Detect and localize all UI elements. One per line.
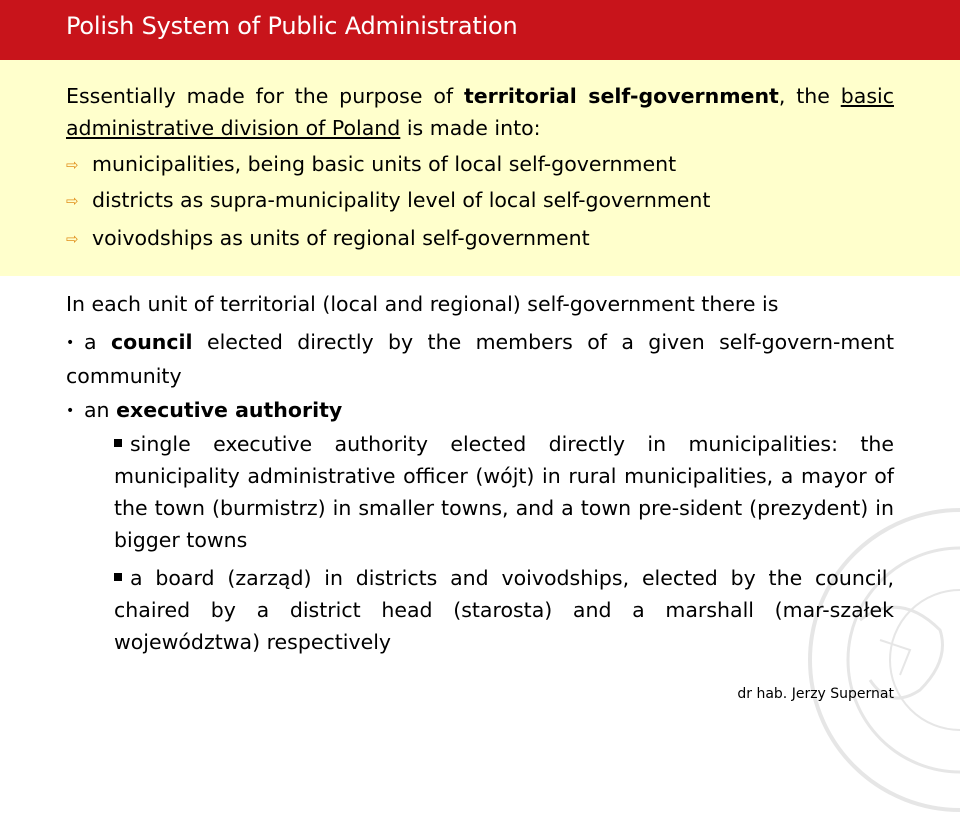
council-emphasis: council [110, 330, 193, 354]
sub-item-text: a board (zarząd) in districts and voivodships, elected by the council, chaired by a district head (starosta) and a marshall (mar-szałek województwa) respectively [114, 566, 894, 654]
division-text: voivodships as units of regional self-government [92, 226, 590, 250]
body-lead [66, 288, 894, 320]
sub-item-text: single executive authority elected directly in municipalities: the municipality administrative officer (wójt) in rural municipalities, a mayor of the town (burmistrz) in smaller towns, and a town pre-sident (prezydent) in bigger towns [114, 432, 894, 552]
arrow-bullet-icon: ⇨ [66, 192, 79, 210]
division-text: municipalities, being basic units of local self-government [92, 152, 677, 176]
intro-text: Essentially made for the purpose of [66, 84, 464, 108]
executive-emphasis: executive authority [116, 398, 343, 422]
division-item-districts [66, 184, 894, 217]
council-text: elected directly by the members of a given self-govern-ment community [66, 330, 894, 388]
body-lead-text: In each unit of territorial (local and regional) self-government there is [66, 292, 779, 316]
intro-emphasis: territorial self-government [463, 84, 779, 108]
author-credit: dr hab. Jerzy Supernat [737, 686, 894, 702]
sub-item-municipalities [114, 428, 894, 556]
executive-item [66, 394, 894, 427]
sub-item-districts [114, 562, 894, 658]
intro-text: , the [778, 84, 841, 108]
dot-bullet-icon: • [66, 403, 75, 419]
council-text: a [84, 330, 111, 354]
title-bar [0, 0, 960, 60]
dot-bullet-icon: • [66, 335, 75, 351]
division-item-municipalities [66, 148, 894, 181]
division-text: districts as supra-municipality level of local self-government [92, 188, 711, 212]
intro-underlined: basic administrative division of Poland [66, 84, 894, 140]
division-item-voivodships [66, 222, 894, 255]
slide-title: Polish System of Public Administration [66, 12, 518, 40]
intro-paragraph [66, 80, 894, 144]
executive-text: an [84, 398, 117, 422]
arrow-bullet-icon: ⇨ [66, 156, 79, 174]
square-bullet-icon [114, 573, 122, 581]
square-bullet-icon [114, 439, 122, 447]
council-item [66, 326, 894, 393]
arrow-bullet-icon: ⇨ [66, 230, 79, 248]
intro-text: is made into: [400, 116, 541, 140]
